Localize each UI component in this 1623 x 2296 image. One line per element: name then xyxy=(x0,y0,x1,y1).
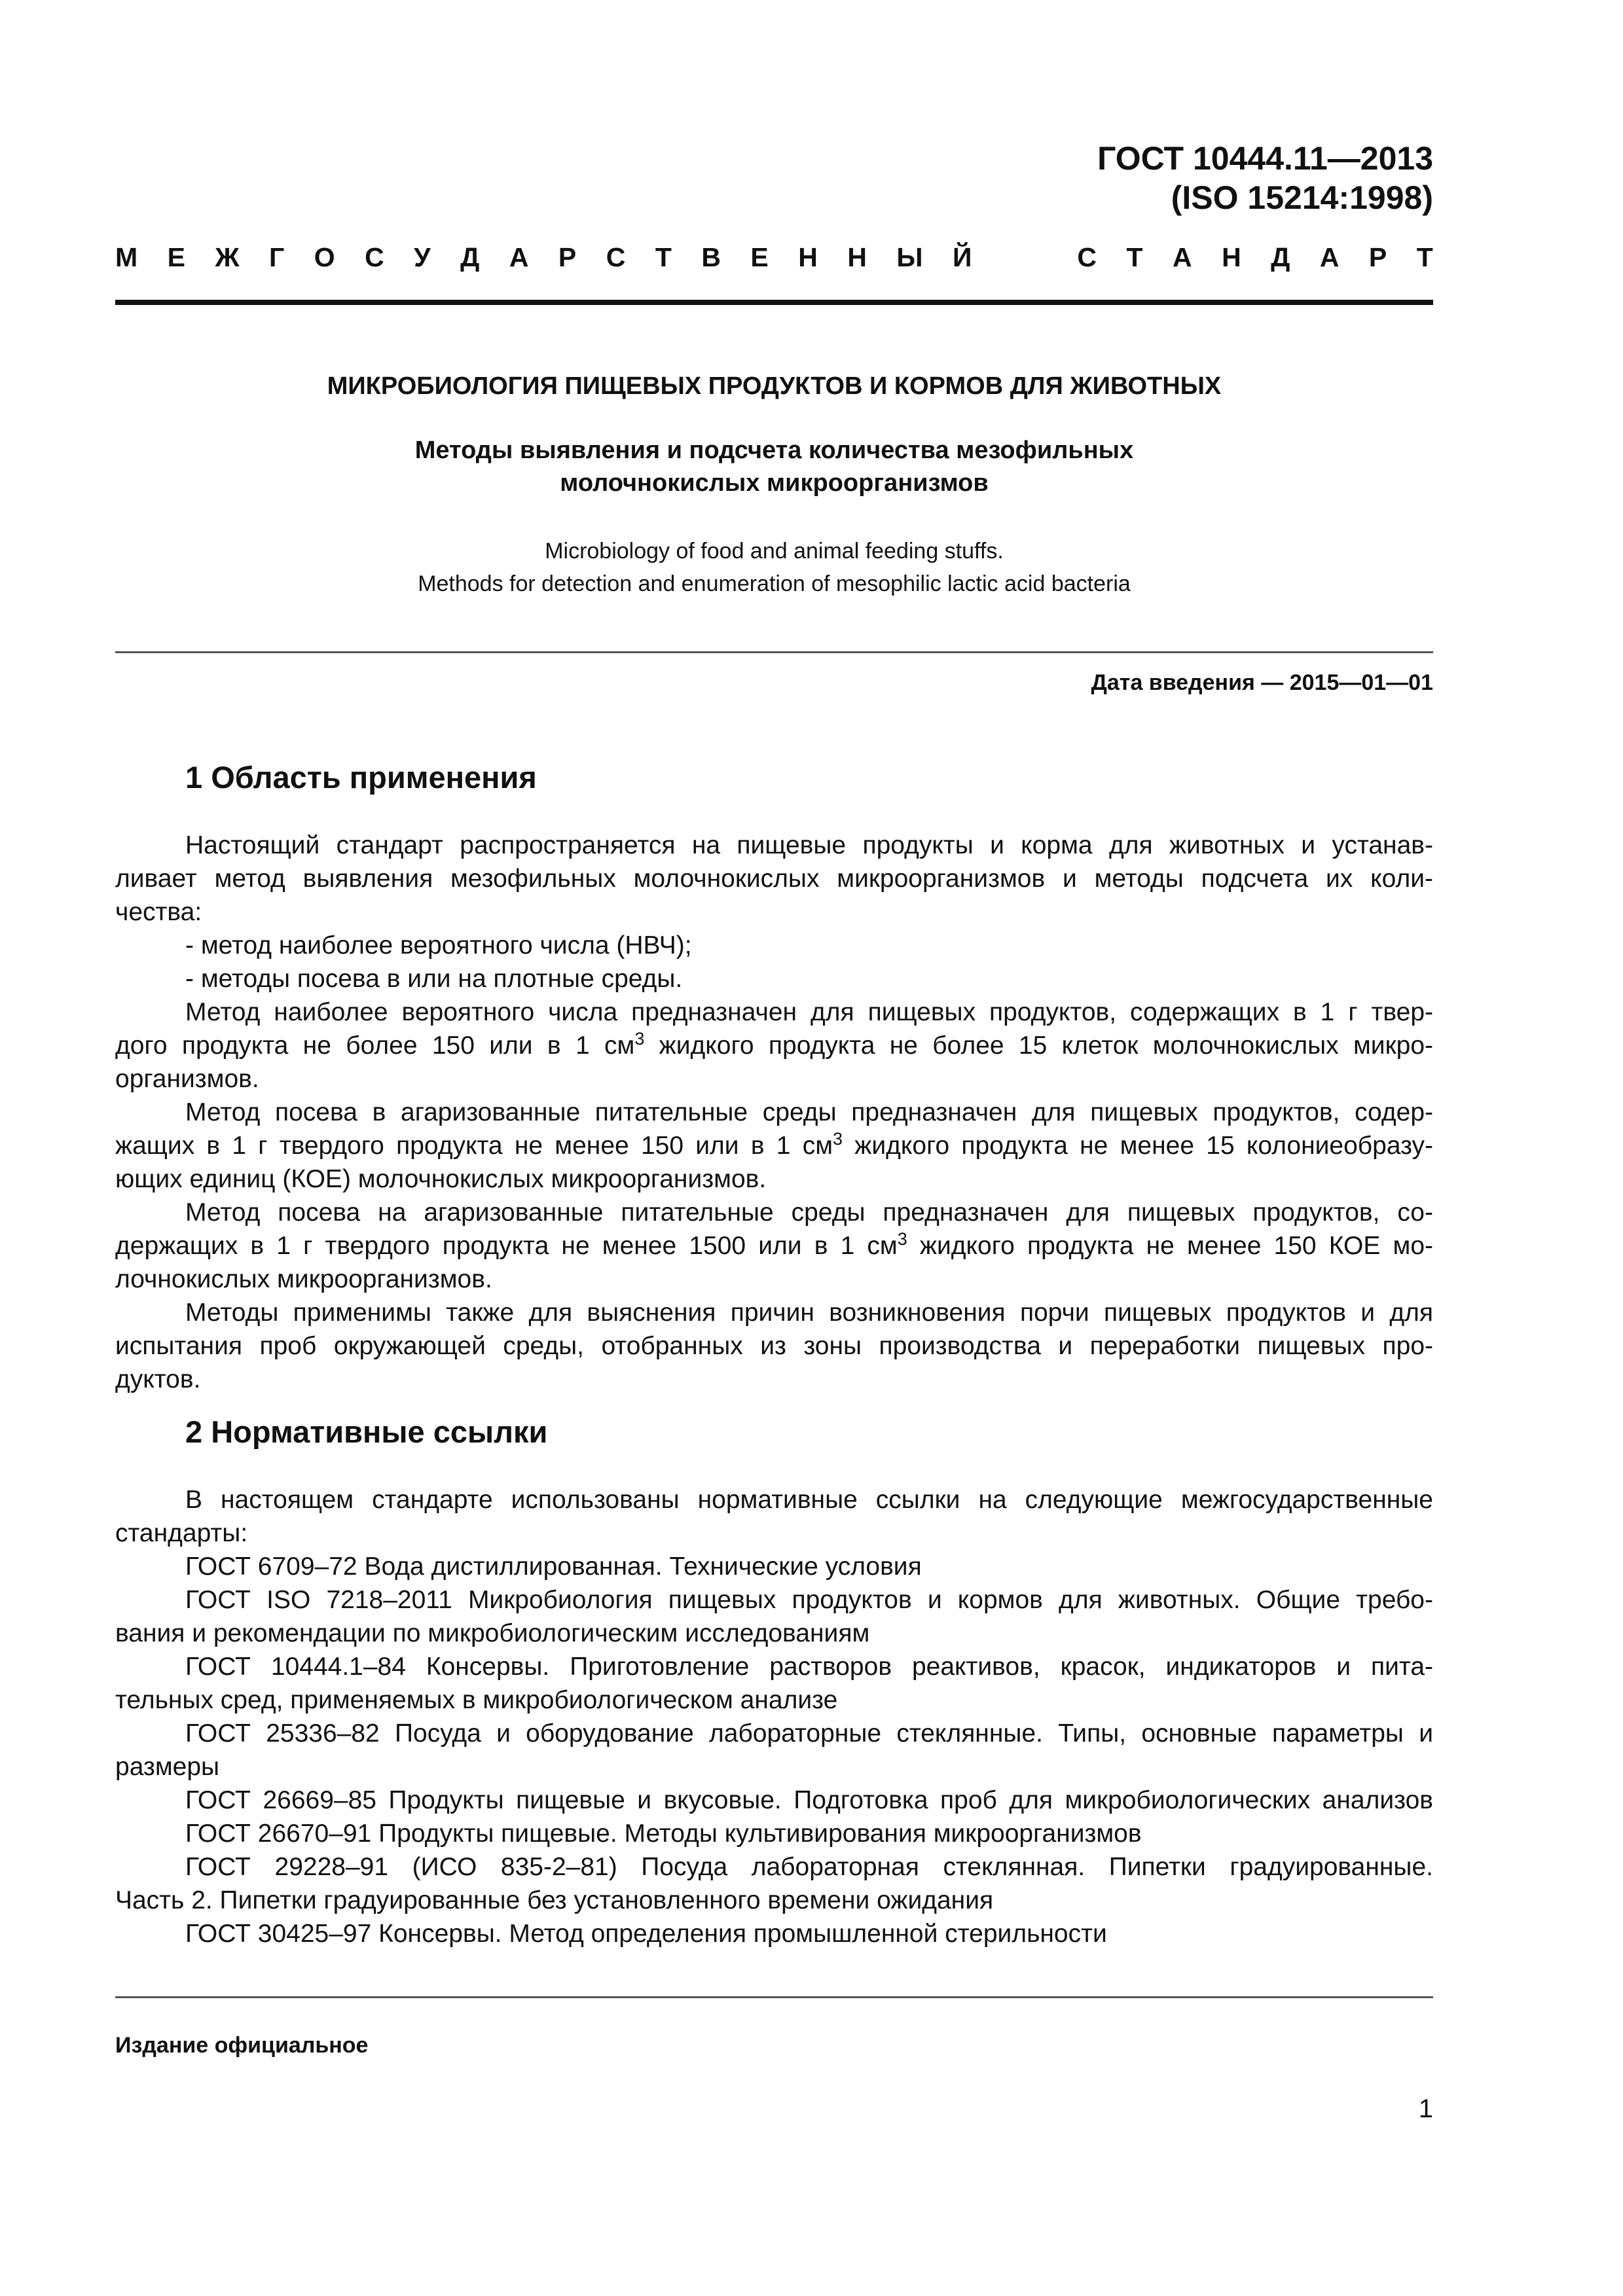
text-line: ющих единиц (КОЕ) молочнокислых микроорганизмов. xyxy=(115,1165,767,1193)
banner-letter: Р xyxy=(1368,242,1387,272)
text-line xyxy=(115,1129,1433,1162)
standard-number-block xyxy=(1097,139,1433,217)
banner-letter: А xyxy=(1319,242,1340,272)
section-2-body xyxy=(115,1483,1433,1950)
list-item: - метод наиболее вероятного числа (НВЧ); xyxy=(185,931,692,960)
banner-letter: Т xyxy=(655,242,672,272)
edition-label: Издание официальное xyxy=(115,2033,369,2058)
reference-item: ГОСТ 10444.1–84 Консервы. Приготовление растворов реактивов, красок, индикаторов и пита- xyxy=(185,1653,1433,1681)
section-1-body xyxy=(115,829,1433,1396)
text-line xyxy=(115,1229,1433,1263)
english-title-line: Microbiology of food and animal feeding stuffs. xyxy=(545,539,1004,564)
banner-letter: Т xyxy=(1126,242,1143,272)
section-1-heading: 1 Область применения xyxy=(185,760,537,795)
reference-item: ГОСТ 25336–82 Посуда и оборудование лабораторные стеклянные. Типы, основные параметры и xyxy=(185,1719,1433,1748)
banner-letter: Т xyxy=(1416,242,1433,272)
banner-letter: Р xyxy=(558,242,577,272)
superscript: 3 xyxy=(833,1129,843,1149)
banner-letter: Н xyxy=(1222,242,1241,272)
text-line: Метод наиболее вероятного числа предназначен для пищевых продуктов, содержащих в 1 г твер- xyxy=(185,998,1433,1026)
banner-letter: А xyxy=(1173,242,1192,272)
title-divider xyxy=(115,651,1433,653)
introduction-date: Дата введения — 2015—01—01 xyxy=(1091,670,1433,695)
footer-divider xyxy=(115,1996,1433,1998)
document-subtitle xyxy=(115,434,1433,499)
text-line: чества: xyxy=(115,898,202,926)
banner-letter: О xyxy=(314,242,335,272)
banner-letter: Ы xyxy=(896,242,923,272)
text-line: испытания проб окружающей среды, отобранных из зоны производства и переработки пищевых про- xyxy=(115,1332,1433,1360)
banner-letter: Д xyxy=(1271,242,1290,272)
banner-letter: У xyxy=(414,242,431,272)
text-line: ливает метод выявления мезофильных молочнокислых микроорганизмов и методы подсчета их коли- xyxy=(115,865,1433,893)
banner-gap xyxy=(1002,241,1048,274)
text-fragment: жащих в 1 г твердого продукта не менее 150 или в 1 см xyxy=(115,1132,833,1160)
text-line xyxy=(115,1029,1433,1062)
text-fragment: жидкого продукта не менее 150 КОЕ мо- xyxy=(907,1232,1434,1260)
banner-letter: С xyxy=(606,242,626,272)
reference-item: ГОСТ 29228–91 (ИСО 835-2–81) Посуда лабораторная стеклянная. Пипетки градуированные. xyxy=(185,1853,1433,1881)
text-fragment: жидкого продукта не более 15 клеток молочнокислых микро- xyxy=(644,1031,1433,1060)
text-fragment: дого продукта не более 150 или в 1 см xyxy=(115,1031,635,1060)
subtitle-line: Методы выявления и подсчета количества мезофильных xyxy=(414,437,1134,464)
text-line: вания и рекомендации по микробиологическим исследованиям xyxy=(115,1619,870,1647)
text-fragment: держащих в 1 г твердого продукта не менее 1500 или в 1 см xyxy=(115,1232,898,1260)
text-line: размеры xyxy=(115,1753,220,1781)
text-fragment: жидкого продукта не менее 15 колониеобразу- xyxy=(843,1132,1433,1160)
text-line: тельных сред, применяемых в микробиологическом анализе xyxy=(115,1686,838,1714)
banner-letter: Е xyxy=(750,242,769,272)
banner-letter: Д xyxy=(460,242,480,272)
document-title: МИКРОБИОЛОГИЯ ПИЩЕВЫХ ПРОДУКТОВ И КОРМОВ ДЛЯ ЖИВОТНЫХ xyxy=(327,372,1222,400)
list-item: - методы посева в или на плотные среды. xyxy=(185,965,683,993)
banner-letter: Й xyxy=(953,242,972,272)
banner-letter: Е xyxy=(167,242,185,272)
banner-letter: Н xyxy=(847,242,867,272)
banner-letter: М xyxy=(115,242,138,272)
text-line: стандарты: xyxy=(115,1519,248,1547)
english-title xyxy=(115,535,1433,600)
text-line: организмов. xyxy=(115,1065,259,1093)
reference-item: ГОСТ 30425–97 Консервы. Метод определения промышленной стерильности xyxy=(185,1920,1107,1948)
superscript: 3 xyxy=(897,1229,907,1249)
banner-letter: Н xyxy=(798,242,818,272)
page-number: 1 xyxy=(1418,2094,1433,2123)
banner-letter: Ж xyxy=(215,242,240,272)
iso-reference: (ISO 15214:1998) xyxy=(1171,179,1433,216)
subtitle-line: молочнокислых микроорганизмов xyxy=(560,469,989,497)
reference-item: ГОСТ 26669–85 Продукты пищевые и вкусовые. Подготовка проб для микробиологических анализов xyxy=(185,1786,1433,1814)
text-line: В настоящем стандарте использованы нормативные ссылки на следующие межгосударственные xyxy=(185,1486,1433,1514)
banner-letter: С xyxy=(365,242,384,272)
reference-item: ГОСТ ISO 7218–2011 Микробиология пищевых продуктов и кормов для животных. Общие требо- xyxy=(185,1586,1433,1614)
text-line: Метод посева на агаризованные питательные среды предназначен для пищевых продуктов, со- xyxy=(185,1198,1433,1227)
reference-item: ГОСТ 6709–72 Вода дистиллированная. Технические условия xyxy=(185,1552,922,1581)
banner-letter: А xyxy=(509,242,529,272)
banner-letter: С xyxy=(1077,242,1097,272)
header-divider xyxy=(115,300,1433,305)
section-2-heading: 2 Нормативные ссылки xyxy=(185,1414,548,1449)
text-line: Часть 2. Пипетки градуированные без установленного времени ожидания xyxy=(115,1886,994,1914)
english-title-line: Methods for detection and enumeration of mesophilic lactic acid bacteria xyxy=(418,571,1131,596)
banner-letter: Г xyxy=(268,242,285,272)
text-line: Настоящий стандарт распространяется на пищевые продукты и корма для животных и устанав- xyxy=(185,831,1433,859)
interstate-standard-banner xyxy=(115,241,1433,274)
text-line: дуктов. xyxy=(115,1365,201,1393)
reference-item: ГОСТ 26670–91 Продукты пищевые. Методы культивирования микроорганизмов xyxy=(185,1820,1142,1848)
text-line: лочнокислых микроорганизмов. xyxy=(115,1265,492,1293)
superscript: 3 xyxy=(634,1029,645,1049)
text-line: Метод посева в агаризованные питательные среды предназначен для пищевых продуктов, содер- xyxy=(185,1098,1433,1126)
banner-letter: В xyxy=(701,242,721,272)
text-line: Методы применимы также для выяснения причин возникновения порчи пищевых продуктов и для xyxy=(185,1299,1433,1327)
standard-number: ГОСТ 10444.11—2013 xyxy=(1097,140,1433,177)
